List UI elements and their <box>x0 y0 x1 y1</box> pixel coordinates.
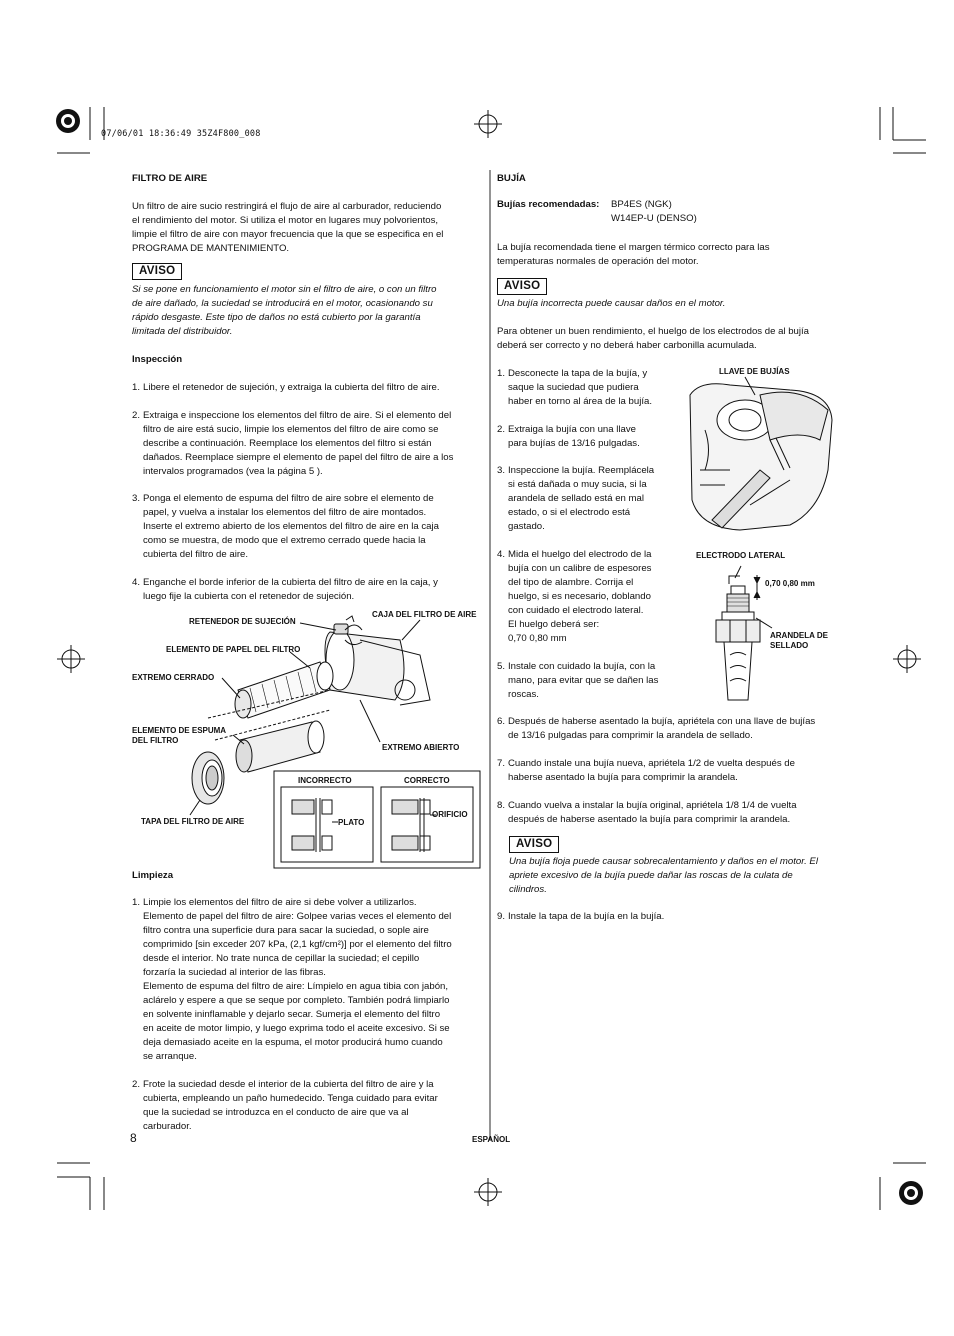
aviso-text: Una bujía incorrecta puede causar daños en el motor. <box>497 298 726 309</box>
label-electrodo: ELECTRODO LATERAL <box>696 551 786 560</box>
aviso-text: Una bujía floja puede causar sobrecalentamiento y daños en el motor. El apriete excesivo de la bujía puede dañar las roscas de la culata de cilindros. <box>509 856 818 895</box>
aviso-badge: AVISO <box>509 836 559 853</box>
footer-language: ESPAÑOL <box>472 1135 511 1144</box>
label-plato: PLATO <box>338 818 365 827</box>
filtro-intro: Un filtro de aire sucio restringirá el flujo de aire al carburador, reduciendo el rendimiento del motor. Si utiliza el motor en lugares muy polvorientos, limpie el filtro de aire con mayor frecuencia que la que se especifica en el PROGRAMA DE MANTENIMIENTO. <box>132 201 444 254</box>
print-timestamp: 07/06/01 18:36:49 35Z4F800_008 <box>101 129 261 139</box>
label-espuma: ELEMENTO DE ESPUMA DEL FILTRO <box>132 726 227 745</box>
label-retenedor: RETENEDOR DE SUJECIÓN <box>189 617 296 626</box>
limpieza-title: Limpieza <box>132 870 174 881</box>
label-cerrado: EXTREMO CERRADO <box>132 673 215 682</box>
label-incorrecto: INCORRECTO <box>298 776 352 785</box>
aviso-badge: AVISO <box>497 278 547 295</box>
label-llave: LLAVE DE BUJÍAS <box>719 367 790 376</box>
label-correcto: CORRECTO <box>404 776 450 785</box>
page-number: 8 <box>130 1131 137 1145</box>
label-caja: CAJA DEL FILTRO DE AIRE <box>372 610 477 619</box>
label-tapa: TAPA DEL FILTRO DE AIRE <box>141 817 245 826</box>
inspeccion-title: Inspección <box>132 354 183 365</box>
aviso-badge: AVISO <box>132 263 182 280</box>
bujia-intro: La bujía recomendada tiene el margen térmico correcto para las temperaturas normales de operación del motor. <box>497 242 770 267</box>
recomendadas-label: Bujías recomendadas: <box>497 199 600 210</box>
section-title-filtro: FILTRO DE AIRE <box>132 173 208 184</box>
aviso-text: Si se pone en funcionamiento el motor sin el filtro de aire, o con un filtro de aire dañado, la suciedad se introducirá en el motor, ocasionando su rápido desgaste. Este tipo de daños no está cubierto por la garantía limitada del distribuidor. <box>132 284 437 337</box>
bujia-para: Para obtener un buen rendimiento, el huelgo de los electrodos de al bujía deberá ser correcto y no deberá haber carbonilla acumulada. <box>497 326 810 351</box>
label-gap: 0,70 0,80 mm <box>765 579 815 588</box>
section-title-bujia: BUJÍA <box>497 173 526 184</box>
label-abierto: EXTREMO ABIERTO <box>382 743 460 752</box>
label-papel: ELEMENTO DE PAPEL DEL FILTRO <box>166 645 301 654</box>
recomendadas-values: BP4ES (NGK) W14EP-U (DENSO) <box>611 199 697 224</box>
label-arandela: ARANDELA DE SELLADO <box>770 631 828 650</box>
label-orificio: ORIFICIO <box>432 810 468 819</box>
